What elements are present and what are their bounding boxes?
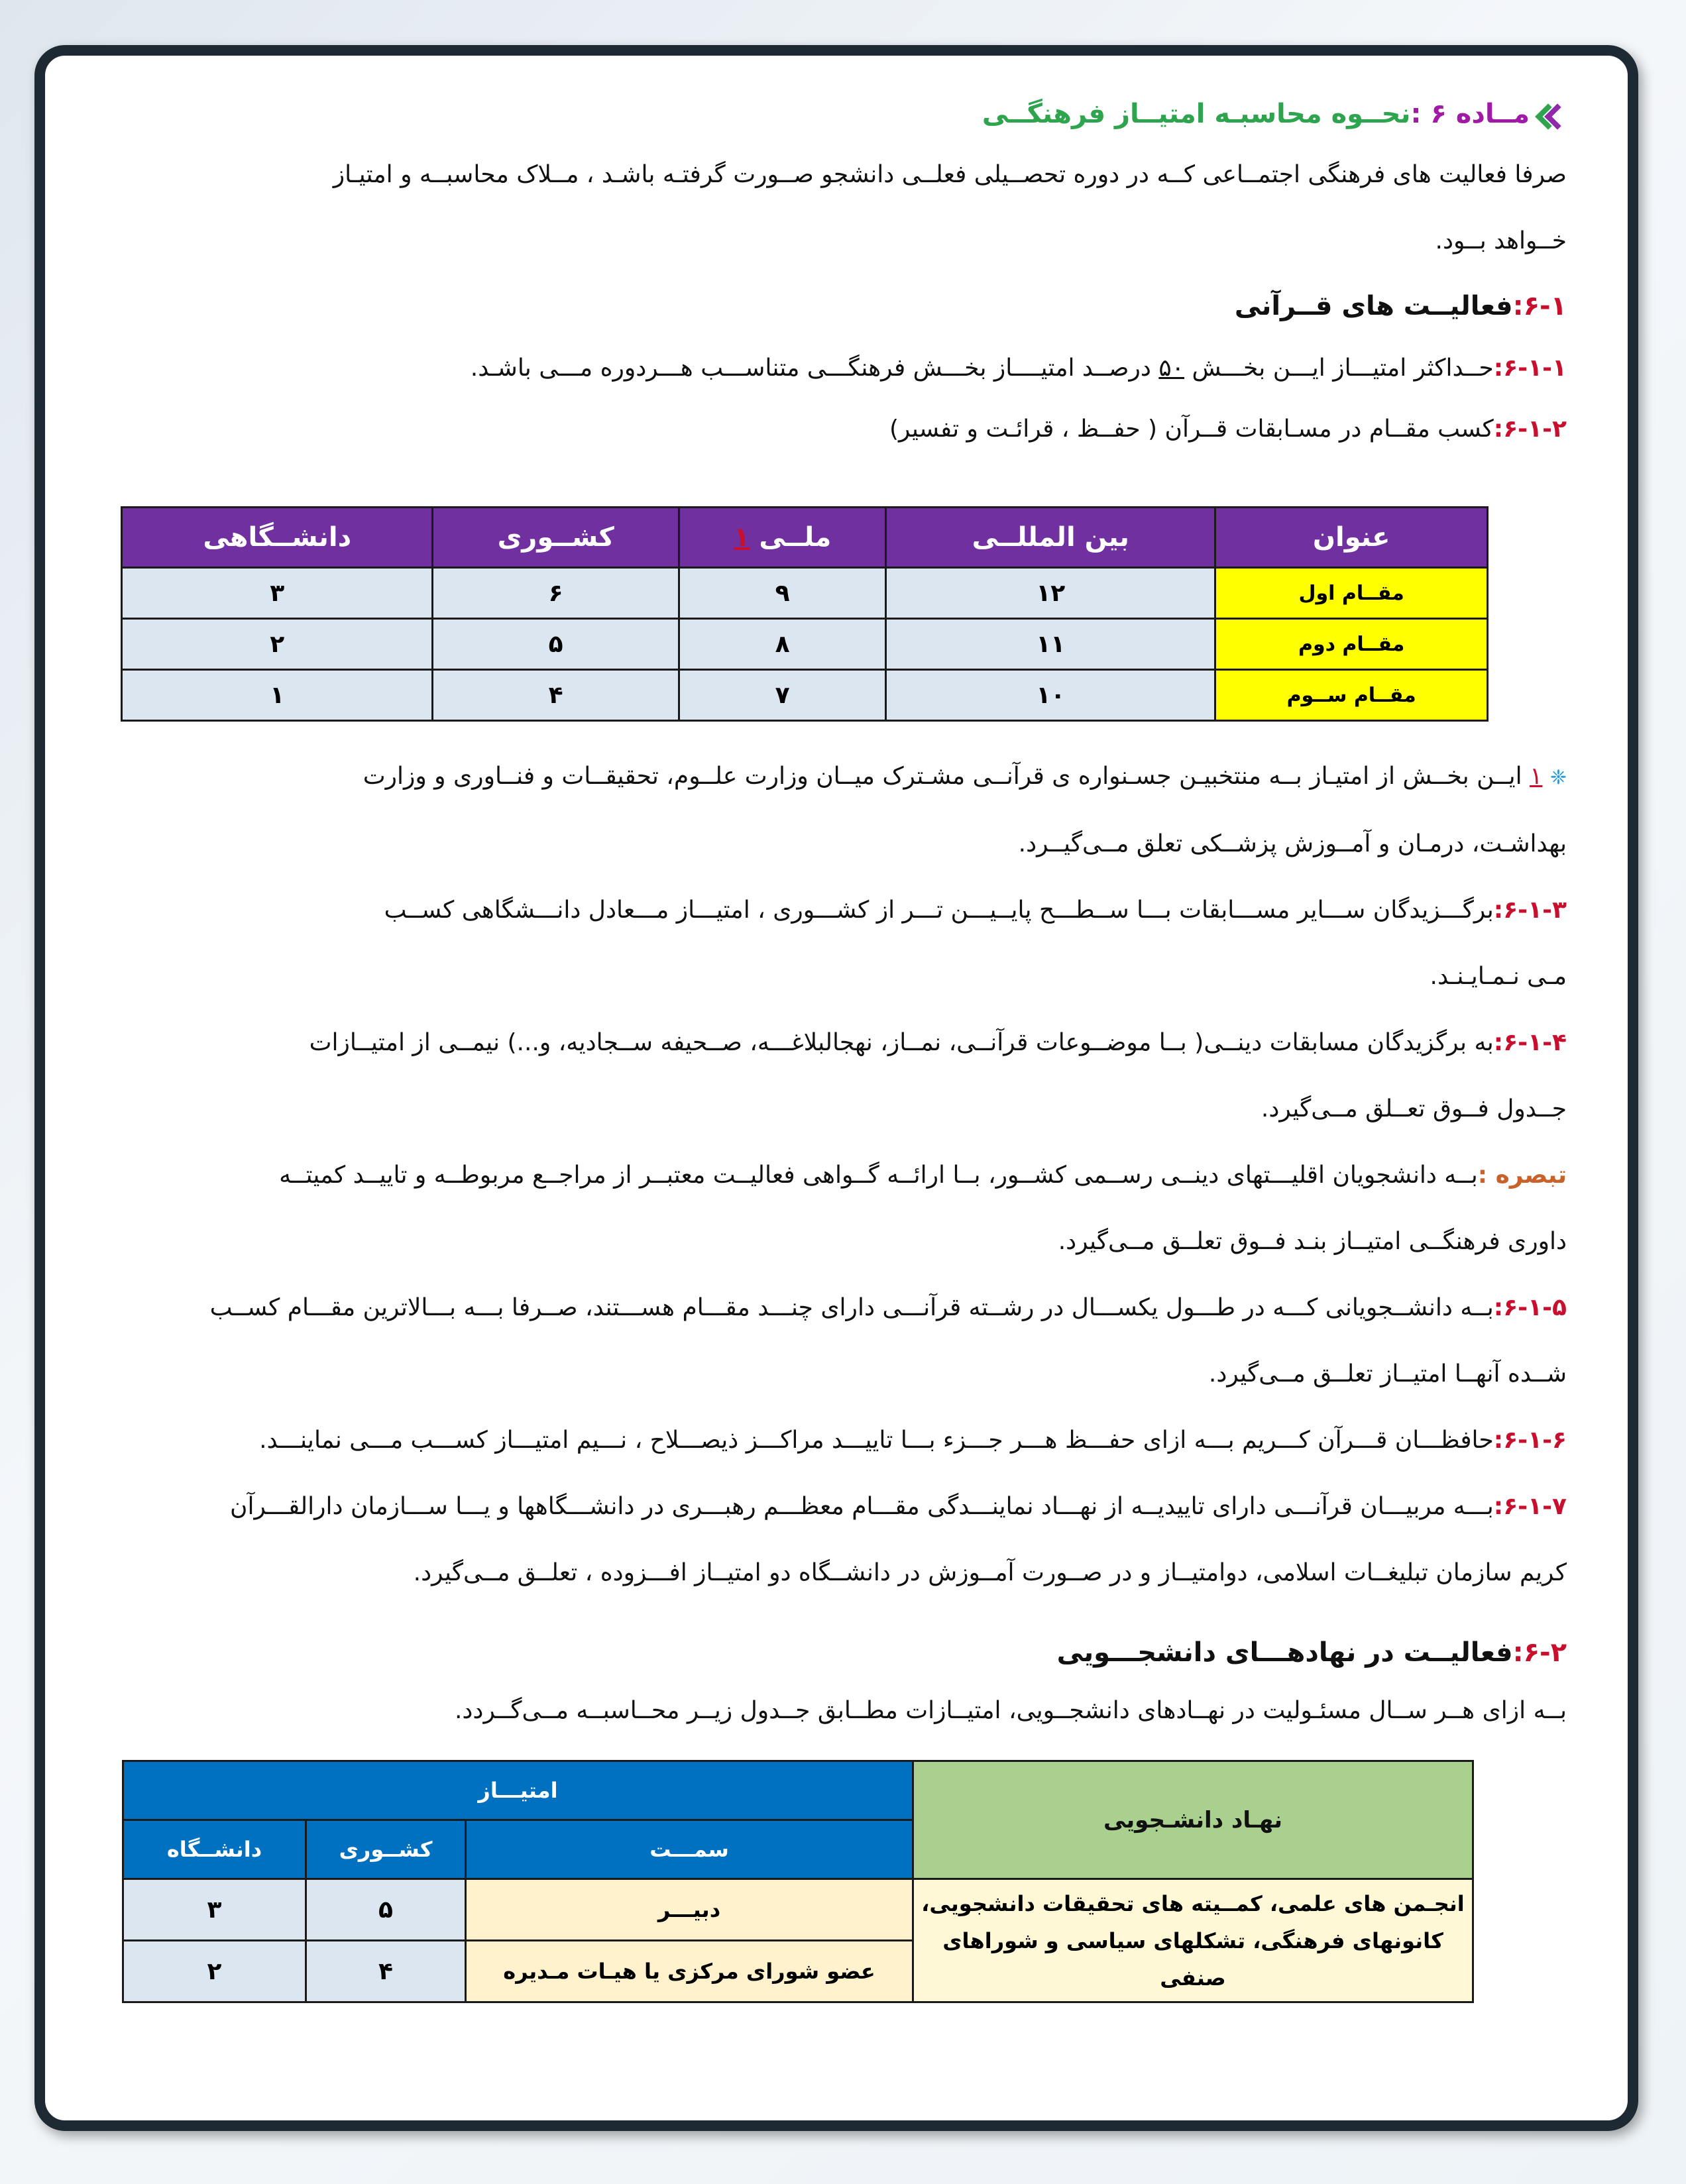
col-title: عنوان xyxy=(1215,508,1488,568)
item-text-cont: مـی نـمـایـنـد. xyxy=(1430,963,1567,990)
item-number: ۶-۱-۱: xyxy=(1493,355,1567,382)
cell: ۲ xyxy=(122,619,433,670)
note-label: تبصره : xyxy=(1477,1162,1567,1189)
item-text: بـــه مربیـــان قرآنـــی دارای تاییدیــه از نهـــاد نماینـــدگی مقـــام معظـــم رهبـــری در دانشـــگاهها و یـــا ســـازمان دارالقـــرآن xyxy=(230,1493,1494,1520)
cell: ۴ xyxy=(306,1941,466,2002)
cell: ۸ xyxy=(679,619,885,670)
section-title: فعالیــت های قــرآنی xyxy=(1234,291,1513,321)
cell: ۴ xyxy=(433,670,679,721)
section-number: ۶-۱: xyxy=(1512,291,1567,321)
table-header-row xyxy=(122,508,1488,568)
table-row xyxy=(122,568,1488,619)
item-text: بــه دانشــجویانی کـــه در طـــول یکســـال در رشــته قرآنـــی دارای چنـــد مقـــام هســـتند، صــرفا بـــه بـــالاترین مقـــام کســب xyxy=(209,1294,1494,1321)
col-country: کشــوری xyxy=(433,508,679,568)
section-6-2-heading xyxy=(119,1621,1567,1684)
document-body-2 xyxy=(119,743,1567,1737)
section-title: فعالیــت در نهادهـــای دانشجـــویی xyxy=(1056,1637,1513,1668)
item-6-1-4 xyxy=(119,1010,1567,1142)
item-text: کسب مقــام در مسـابقات قــرآن ( حفــظ ، قرائـت و تفسیر) xyxy=(889,415,1494,443)
item-6-1-3 xyxy=(119,877,1567,1010)
cell: ۶ xyxy=(433,568,679,619)
table-header-row xyxy=(123,1761,1473,1820)
footnote xyxy=(119,743,1567,877)
note xyxy=(119,1142,1567,1275)
section-6-1-heading xyxy=(119,274,1567,338)
cell: ۷ xyxy=(679,670,885,721)
col-national xyxy=(679,508,885,568)
document-body xyxy=(119,86,1567,460)
cell: ۵ xyxy=(306,1879,466,1941)
item-text: به برگزیدگان مسابقات دینــی( بــا موضــوعات قرآنــی، نمــاز، نهجالبلاغـــه، صــحیفه ســجادیه، و...) نیمــی از امتیــازات xyxy=(309,1029,1494,1056)
item-text: برگـــزیدگان ســـایر مســـابقات بـــا ســطـــح پایــیـــن تـــر از کشـــوری ، امتیـــاز مـــعادل دانـــشگاهی کســب xyxy=(384,897,1494,924)
role-cell: عضو شورای مرکزی یا هیـات مـدیره xyxy=(466,1941,913,2002)
role-cell: دبیـــر xyxy=(466,1879,913,1941)
student-org-table xyxy=(122,1760,1474,2003)
item-number: ۶-۱-۳: xyxy=(1493,897,1567,924)
item-6-1-5 xyxy=(119,1275,1567,1407)
double-chevron-icon xyxy=(1544,103,1567,125)
intro-line-1: صرفا فعالیت های فرهنگی اجتمــاعی کــه در دوره تحصــیلی فعلــی دانشجو صــورت گرفتـه باشـد ، مــلاک محاسبــه و امتیـاز xyxy=(333,161,1567,188)
col-org: نهـاد دانشـجویی xyxy=(913,1761,1473,1879)
item-number: ۶-۱-۷: xyxy=(1493,1493,1567,1520)
note-text: بــه دانشجویان اقلیـــتهای دینــی رســمی کشــور، بــا ارائــه گــواهی فعالیــت معتبــر از مراجــع مربوطــه و تاییــد کمیتــه xyxy=(279,1162,1478,1189)
footnote-line-1: ایــن بخــش از امتیـاز بــه منتخبیـن جسـنواره ی قرآنــی مشـترک میــان وزارت علــوم، تحقیقــات و فنــاوری و وزارت xyxy=(363,763,1530,790)
section-number: ۶-۲: xyxy=(1512,1637,1567,1668)
item-number: ۶-۱-۶: xyxy=(1493,1427,1567,1454)
col-university: دانشــگاه xyxy=(123,1820,306,1879)
org-cell xyxy=(913,1879,1473,2002)
item-number: ۶-۱-۲: xyxy=(1493,415,1567,443)
item-text: حافظـــان قـــرآن کـــریم بـــه ازای حفـــظ هـــر جـــزء بـــا تاییـــد مراکـــز ذیصـــلاح ، نـــیم امتیـــاز کســـب مـــی نماینـــد. xyxy=(259,1427,1494,1454)
table-row xyxy=(122,670,1488,721)
row-label: مقــام اول xyxy=(1215,568,1488,619)
item-6-1-2 xyxy=(119,399,1567,460)
section-6-2-text: بــه ازای هــر ســال مسئـولیت در نهــادهای دانشجــویی، امتیــازات مطــابق جــدول زیــر محــاسبــه مــی‌گــردد. xyxy=(454,1697,1567,1724)
cell: ۱۱ xyxy=(886,619,1215,670)
item-text-cont: شــده آنهــا امتیــاز تعلــق مــی‌گیرد. xyxy=(1208,1360,1567,1388)
item-text-cont: جــدول فــوق تعــلق مــی‌گیرد. xyxy=(1261,1095,1567,1122)
cell: ۱۲ xyxy=(886,568,1215,619)
cell: ۱۰ xyxy=(886,670,1215,721)
item-text: حــداکثر امتیـــاز ایـــن بخـــش xyxy=(1184,355,1494,382)
item-text-cont: کریم سازمان تبلیغــات اسلامی، دوامتیــاز و در صــورت آمــوزش در دانشــگاه دو امتیــاز افـــزوده ، تعلــق مــی‌گیرد. xyxy=(413,1559,1567,1586)
item-6-1-1 xyxy=(119,338,1567,399)
footnote-mark: ۱ xyxy=(733,522,750,553)
intro-line-2: خــواهد بــود. xyxy=(1435,227,1567,254)
row-label: مقــام ســوم xyxy=(1215,670,1488,721)
table-row xyxy=(122,619,1488,670)
article-heading xyxy=(119,86,1567,142)
col-international: بین المللــی xyxy=(886,508,1215,568)
col-score: امتیـــاز xyxy=(123,1761,913,1820)
org-line-2: کانونهای فرهنگی، تشکلهای سیاسی و شوراهای صنفی xyxy=(942,1928,1443,1991)
col-national: کشــوری xyxy=(306,1820,466,1879)
article-title: نحــوه محاسبـه امتیــاز فرهنگــی xyxy=(982,99,1411,129)
star-bullet-icon: ❈ xyxy=(1549,766,1567,789)
cell: ۳ xyxy=(123,1879,306,1941)
footnote-number: ۱ xyxy=(1530,763,1543,790)
cell: ۹ xyxy=(679,568,885,619)
item-number: ۶-۱-۴: xyxy=(1493,1029,1567,1056)
table-row xyxy=(123,1879,1473,1941)
intro-paragraph xyxy=(119,142,1567,274)
footnote-line-2: بهداشـت، درمـان و آمــوزش پزشــکی تعلق مــی‌گیــرد. xyxy=(1018,830,1567,857)
cell: ۳ xyxy=(122,568,433,619)
item-text-cont: درصــد امتیــــاز بخـــش فرهنگـــی متناســـب هـــردوره مـــی باشـد. xyxy=(470,355,1159,382)
cell: ۵ xyxy=(433,619,679,670)
col-university: دانشــگاهی xyxy=(122,508,433,568)
org-line-1: انجـمن های علمی، کمــیته های تحقیقات دانشجویی، xyxy=(921,1890,1465,1916)
article-number: مــاده ۶ : xyxy=(1410,99,1530,129)
col-role: سمـــت xyxy=(466,1820,913,1879)
item-number: ۶-۱-۵: xyxy=(1493,1294,1567,1321)
underlined-value: ۵۰ xyxy=(1158,355,1185,382)
cell: ۱ xyxy=(122,670,433,721)
quran-competition-table xyxy=(121,506,1489,722)
row-label: مقــام دوم xyxy=(1215,619,1488,670)
item-6-1-7 xyxy=(119,1474,1567,1606)
col-national-label: ملــی xyxy=(759,522,832,553)
note-text-cont: داوری فرهنگــی امتیــاز بنـد فــوق تعلــق مــی‌گیرد. xyxy=(1058,1228,1567,1255)
cell: ۲ xyxy=(123,1941,306,2002)
item-6-1-6 xyxy=(119,1407,1567,1474)
